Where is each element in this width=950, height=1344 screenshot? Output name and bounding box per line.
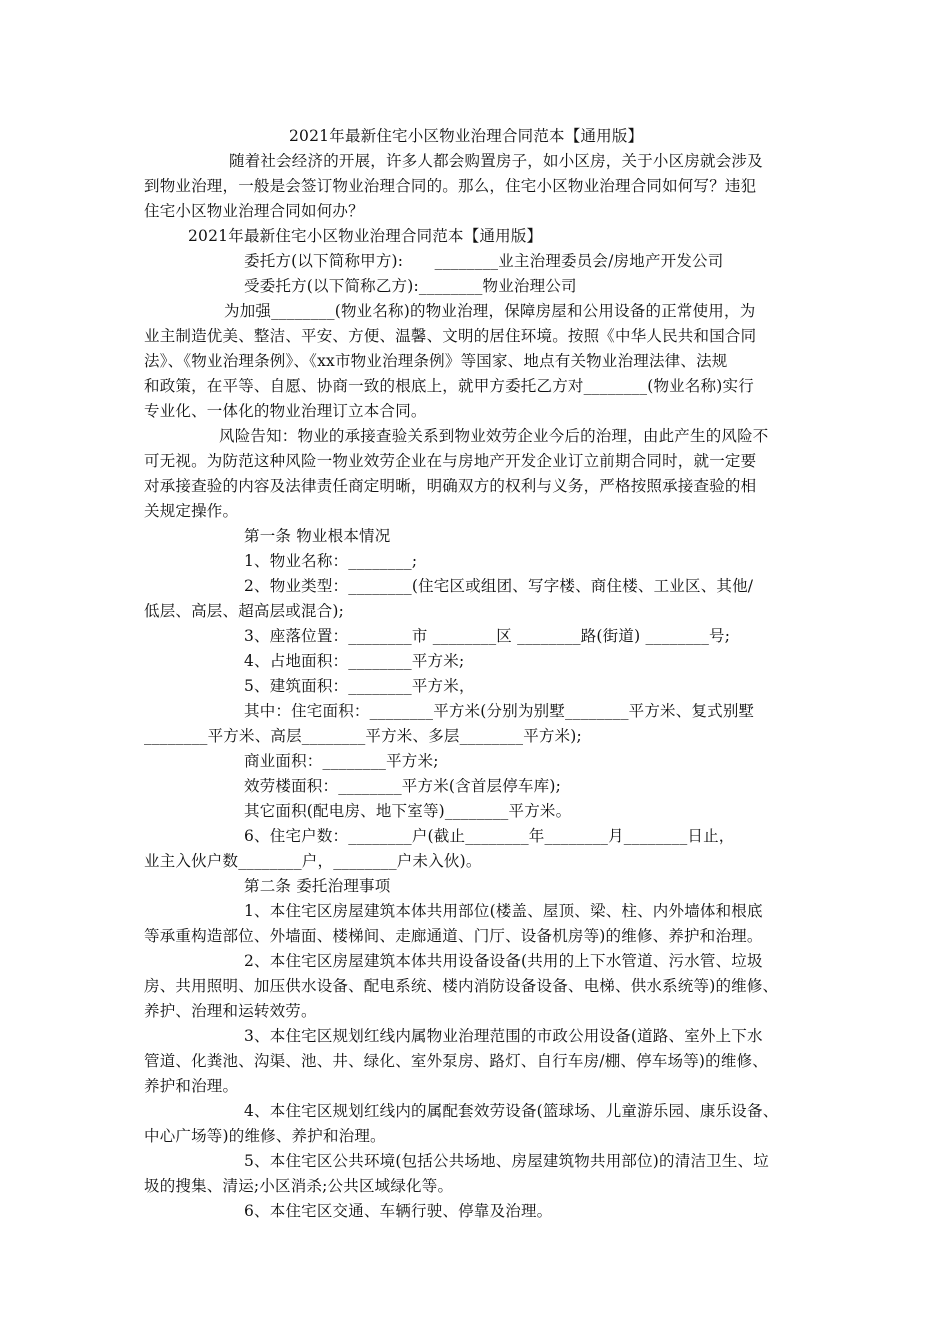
risk-notice-line: 风险告知：物业的承接查验关系到物业效劳企业今后的治理，由此产生的风险不 — [219, 427, 769, 445]
party-b-line: 受委托方(以下简称乙方):________物业治理公司 — [244, 277, 577, 295]
preamble-line: 和政策，在平等、自愿、协商一致的根底上，就甲方委托乙方对________(物业名称)实行 — [144, 377, 754, 395]
article-1-line: 其它面积(配电房、地下室等)________平方米。 — [244, 802, 572, 820]
document-subtitle: 2021年最新住宅小区物业治理合同范本【通用版】 — [188, 227, 543, 245]
document-title: 2021年最新住宅小区物业治理合同范本【通用版】 — [289, 127, 644, 145]
article-2-line: 等承重构造部位、外墙面、楼梯间、走廊通道、门厅、设备机房等)的维修、养护和治理。 — [144, 927, 763, 945]
preamble-line: 为加强________(物业名称)的物业治理，保障房屋和公用设备的正常使用，为 — [224, 302, 756, 320]
article-1-heading: 第一条 物业根本情况 — [244, 527, 391, 545]
article-1-line: 效劳楼面积：________平方米(含首层停车库); — [244, 777, 562, 795]
article-1-line: 1、物业名称：________; — [244, 552, 418, 570]
article-1-line: 低层、高层、超高层或混合); — [144, 602, 345, 620]
article-2-line: 5、本住宅区公共环境(包括公共场地、房屋建筑物共用部位)的清洁卫生、垃 — [244, 1152, 769, 1170]
article-2-line: 2、本住宅区房屋建筑本体共用设备设备(共用的上下水管道、污水管、垃圾 — [244, 952, 763, 970]
article-1-line: 商业面积：________平方米; — [244, 752, 439, 770]
preamble-line: 业主制造优美、整洁、平安、方便、温馨、文明的居住环境。按照《中华人民共和国合同 — [144, 327, 757, 345]
article-2-line: 6、本住宅区交通、车辆行驶、停靠及治理。 — [244, 1202, 553, 1220]
article-2-line: 中心广场等)的维修、养护和治理。 — [144, 1127, 386, 1145]
article-2-line: 养护和治理。 — [144, 1077, 239, 1095]
party-a-line: 委托方(以下简称甲方): ________业主治理委员会/房地产开发公司 — [244, 252, 724, 270]
intro-line: 随着社会经济的开展，许多人都会购置房子，如小区房，关于小区房就会涉及 — [229, 152, 763, 170]
article-2-line: 养护、治理和运转效劳。 — [144, 1002, 317, 1020]
article-1-line: ________平方米、高层________平方米、多层________平方米); — [144, 727, 582, 745]
preamble-line: 法》、《物业治理条例》、《xx市物业治理条例》等国家、地点有关物业治理法律、法规 — [144, 352, 728, 370]
article-1-line: 6、住宅户数：________户(截止________年________月________日止， — [244, 827, 735, 845]
article-1-line: 其中：住宅面积：________平方米(分别为别墅________平方米、复式别墅 — [244, 702, 755, 720]
article-1-line: 3、座落位置：________市 ________区 ________路(街道) ________号; — [244, 627, 731, 645]
article-2-line: 1、本住宅区房屋建筑本体共用部位(楼盖、屋顶、梁、柱、内外墙体和根底 — [244, 902, 763, 920]
risk-notice-line: 可无视。为防范这种风险一物业效劳企业在与房地产开发企业订立前期合同时，就一定要 — [144, 452, 757, 470]
article-1-line: 2、物业类型：________(住宅区或组团、写字楼、商住楼、工业区、其他/ — [244, 577, 754, 595]
article-2-line: 圾的搜集、清运;小区消杀;公共区域绿化等。 — [144, 1177, 454, 1195]
risk-notice-line: 对承接查验的内容及法律责任商定明晰，明确双方的权利与义务，严格按照承接查验的相 — [144, 477, 757, 495]
article-2-line: 3、本住宅区规划红线内属物业治理范围的市政公用设备(道路、室外上下水 — [244, 1027, 763, 1045]
article-2-line: 4、本住宅区规划红线内的属配套效劳设备(篮球场、儿童游乐园、康乐设备、 — [244, 1102, 779, 1120]
article-1-line: 业主入伙户数________户，________户未入伙)。 — [144, 852, 482, 870]
article-1-line: 5、建筑面积：________平方米， — [244, 677, 475, 695]
article-2-line: 管道、化粪池、沟渠、池、井、绿化、室外泵房、路灯、自行车房/棚、停车场等)的维修、 — [144, 1052, 768, 1070]
preamble-line: 专业化、一体化的物业治理订立本合同。 — [144, 402, 427, 420]
article-1-line: 4、占地面积：________平方米; — [244, 652, 465, 670]
intro-line: 到物业治理，一般是会签订物业治理合同的。那么，住宅小区物业治理合同如何写？违犯 — [144, 177, 757, 195]
article-2-heading: 第二条 委托治理事项 — [244, 877, 391, 895]
intro-line: 住宅小区物业治理合同如何办？ — [144, 202, 364, 220]
risk-notice-line: 关规定操作。 — [144, 502, 239, 520]
article-2-line: 房、共用照明、加压供水设备、配电系统、楼内消防设备设备、电梯、供水系统等)的维修、 — [144, 977, 779, 995]
